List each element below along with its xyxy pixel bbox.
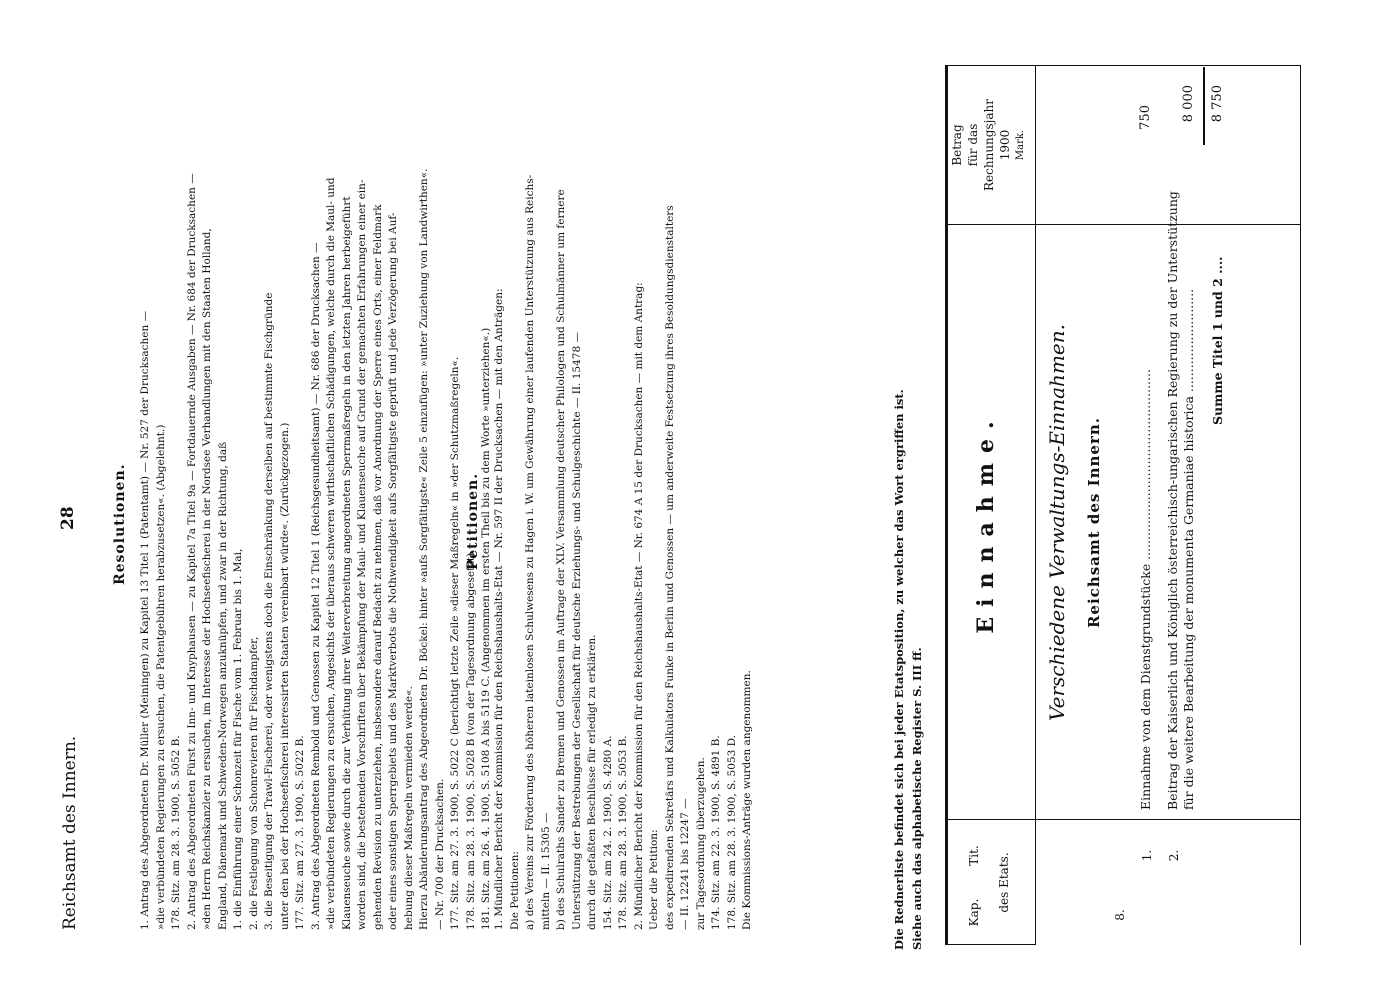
- resolution-line: 178. Sitz. am 28. 3. 1900, S. 5028 B (von der Tagesordnung abgesetzt).: [464, 549, 477, 930]
- resolution-line: worden sind, die bestehenden Vorschriften über Bekämpfung der Maul- und Klauenseuche auf Grund der gemachten Erfahrungen einer ein-: [356, 179, 368, 930]
- table-left-rule: [945, 944, 1035, 945]
- betrag-line-3: Rechnungsjahr: [982, 99, 996, 191]
- resolution-line: England, Dänemark und Schweden-Norwegen anzuknüpfen, und zwar in der Richtung, daß: [216, 441, 229, 930]
- col-etats: des Etats.: [997, 852, 1011, 913]
- kap-number: 8.: [1113, 909, 1127, 921]
- row-1-tit: 1.: [1140, 849, 1154, 862]
- petition-line: b) des Schulraths Sander zu Bremen und Genossen im Auftrage der XLV. Versammlung deutscher Philologen und Schulmänner um fernere: [555, 189, 567, 930]
- row-1-amount: 750: [1138, 105, 1153, 130]
- resolution-line: 2. Antrag des Abgeordneten Fürst zu Inn- und Knyphausen — zu Kapitel 7a Titel 9a — Fortdauernde Ausgaben — Nr. 684 der Drucksachen —: [185, 173, 198, 930]
- petition-line: mitteln — II. 15305 —: [539, 812, 552, 930]
- petition-line: 154. Sitz. am 24. 2. 1900, S. 4280 A.: [601, 735, 614, 930]
- page-number: 28: [58, 506, 78, 530]
- resolution-line: 3. die Beseitigung der Trawl-Fischerei, oder wenigstens doch die Einschränkung derselben auf bestimmte Fischgründe: [263, 292, 275, 930]
- dfg-credit: [1353, 10, 1371, 990]
- resolution-line: hebung dieser Maßregeln vermieden werde«.: [402, 686, 415, 930]
- petition-line: zur Tagesordnung überzugehen.: [694, 757, 707, 930]
- table-heading: Einnahme.: [973, 411, 999, 634]
- petition-line: — II. 12241 bis 12247 —: [679, 798, 691, 930]
- petition-line: 178. Sitz. am 28. 3. 1900, S. 5053 B.: [617, 735, 629, 930]
- petitions-block: [492, 50, 756, 930]
- resolution-line: 2. die Festlegung von Schonrevieren für Fischdampfer,: [247, 636, 260, 930]
- sum-rule: [1203, 67, 1205, 145]
- petitions-title: Petitionen.: [465, 472, 481, 570]
- budget-table: [945, 65, 1305, 945]
- petition-line: durch die gefaßten Beschlüsse für erledigt zu erklären.: [586, 634, 598, 930]
- row-2-tit: 2.: [1167, 849, 1181, 862]
- col-betrag: [949, 70, 1029, 220]
- row-2-text: Beitrag der Kaiserlich und Königlich österreichisch-ungarischen Regierung zu der Unterstützung: [1165, 191, 1180, 810]
- resolution-line: 177. Sitz. am 27. 3. 1900, S. 5022 B.: [294, 735, 306, 930]
- sum-label: Summe Titel 1 und 2 ....: [1210, 256, 1225, 425]
- petition-line: Die Petitionen:: [508, 851, 521, 930]
- petition-line: 2. Mündlicher Bericht der Kommission für den Reichshaushalts-Etat — Nr. 674 A 15 der Drucksachen — mit dem Antrag:: [632, 282, 645, 930]
- department-title: Reichsamt des Innern.: [1085, 416, 1103, 629]
- resolutions-block: [138, 50, 495, 930]
- resolution-line: »die verbündeten Regierungen zu ersuchen, Angesichts der überaus schweren wirthschaftlichen Schädigungen, welche durch die Maul- und: [325, 177, 337, 930]
- betrag-line-2: für das: [966, 123, 980, 167]
- table-top-rule: [945, 65, 948, 945]
- table-right-rule: [945, 65, 1301, 66]
- betrag-line-1: Betrag: [950, 124, 964, 166]
- petition-line: Unterstützung der Bestrebungen der Gesellschaft für deutsche Erziehungs- und Schulgeschichte — II. 15478 —: [570, 332, 583, 930]
- petition-line: 1. Mündlicher Bericht der Kommission für den Reichshaushalts-Etat — Nr. 597 II der Drucksachen — mit den Anträgen:: [493, 288, 505, 930]
- resolution-line: 177. Sitz. am 27. 3. 1900, S. 5022 C (berichtigt letzte Zeile »dieser Maßregeln« in »der Schutzmaßregeln«.: [449, 356, 461, 930]
- resolution-line: 3. Antrag des Abgeordneten Rembold und Genossen zu Kapitel 12 Titel 1 (Reichsgesundheitsamt) — Nr. 686 der Drucksachen —: [309, 242, 322, 930]
- resolution-line: 1. die Einführung einer Schonzeit für Fische vom 1. Februar bis 1. Mai,: [232, 548, 244, 930]
- note-line-2: Siehe auch das alphabetische Register S. III ff.: [910, 647, 924, 950]
- running-header: Reichsamt des Innern.: [60, 735, 80, 930]
- note-line-1: Die Rednerliste befindet sich bei jeder Etatsposition, zu welcher das Wort ergriffen ist.: [892, 389, 906, 950]
- resolution-line: 1. Antrag des Abgeordneten Dr. Müller (Meiningen) zu Kapitel 13 Titel 1 (Patentamt) — Nr. 527 der Drucksachen —: [139, 310, 151, 930]
- petition-line: a) des Vereins zur Förderung des höheren lateinlosen Schulwesens zu Hagen i. W. um Gewährung einer laufenden Unterstützung aus Reichs-: [524, 174, 536, 930]
- row-2-amount: 8 000: [1181, 85, 1196, 123]
- resolutions-title: Resolutionen.: [112, 463, 128, 585]
- resolution-line: unter den bei der Hochseefischerei interessirten Staaten vereinbart würde«. (Zurückgezogen.): [278, 422, 291, 930]
- resolution-line: — Nr. 700 der Drucksachen.: [433, 778, 446, 930]
- resolution-line: Klauenseuche sowie durch die zur Verhütung ihrer Weiterverbreitung angeordneten Sperrmaßregeln in den letzten Jahren herbeigeführt: [340, 196, 353, 930]
- resolution-line: oder eines sonstigen Sperrgebiets und des Marktverbots die Nothwendigkeit aufs Sorgfältigste geprüft und jede Verzögerung bei Auf-: [387, 212, 399, 930]
- table-col-rule-1: [945, 819, 1301, 820]
- table-bottom-rule: [1300, 65, 1301, 945]
- col-kap: Kap.: [967, 898, 981, 927]
- table-header-rule: [1035, 65, 1036, 945]
- resolution-line: Hierzu Abänderungsantrag des Abgeordneten Dr. Böckel: hinter »aufs Sorgfältigste« Zeile 5 einzufügen: »unter Zuziehung von Landwirthen«.: [418, 168, 430, 930]
- betrag-line-5: Mark.: [1015, 129, 1026, 161]
- sum-amount: 8 750: [1210, 85, 1225, 123]
- resolution-line: gehenden Revision zu unterziehen, insbesondere darauf Bedacht zu nehmen, daß vor Anordnung der Sperre eines Orts, einer Feldmark: [371, 204, 384, 930]
- petition-line: 178. Sitz. am 28. 3. 1900, S. 5053 D.: [725, 735, 738, 930]
- petition-line: 174. Sitz. am 22. 3. 1900, S. 4891 B.: [710, 735, 722, 930]
- resolution-line: 181. Sitz. am 26. 4. 1900, S. 5108 A bis 5119 C. (Angenommen im ersten Theil bis zu dem Worte »unterziehen«.): [480, 327, 492, 930]
- table-col-rule-2: [945, 224, 1301, 225]
- resolution-line: »den Herrn Reichskanzler zu ersuchen, im Interesse der Hochseefischerei in der Nordsee Verhandlungen mit den Staaten Holland,: [201, 228, 213, 930]
- resolution-line: 178. Sitz. am 28. 3. 1900, S. 5052 B.: [170, 735, 182, 930]
- col-tit: Tit.: [967, 845, 981, 866]
- register-note: [890, 389, 926, 950]
- petition-line: des expedirenden Sekretärs und Kalkulators Funke in Berlin und Genossen — um anderweite Festsetzung ihres Besoldungsdienstalters: [663, 205, 676, 930]
- row-1-text: Einnahme von dem Dienstgrundstücke ................................................: [1138, 369, 1153, 810]
- table-subheading: Verschiedene Verwaltungs-Einnahmen.: [1045, 324, 1069, 721]
- row-2-text-2: für die weitere Bearbeitung der monumenta Germaniae historica ..........................: [1181, 288, 1196, 810]
- resolution-line: »die verbündeten Regierungen zu ersuchen, die Patentgebühren herabzusetzen«. (Abgelehnt.): [154, 424, 167, 930]
- betrag-line-4: 1900: [998, 129, 1012, 161]
- petition-line: Die Kommissions-Anträge wurden angenommen.: [741, 670, 753, 930]
- petition-line: Ueber die Petition:: [648, 829, 660, 930]
